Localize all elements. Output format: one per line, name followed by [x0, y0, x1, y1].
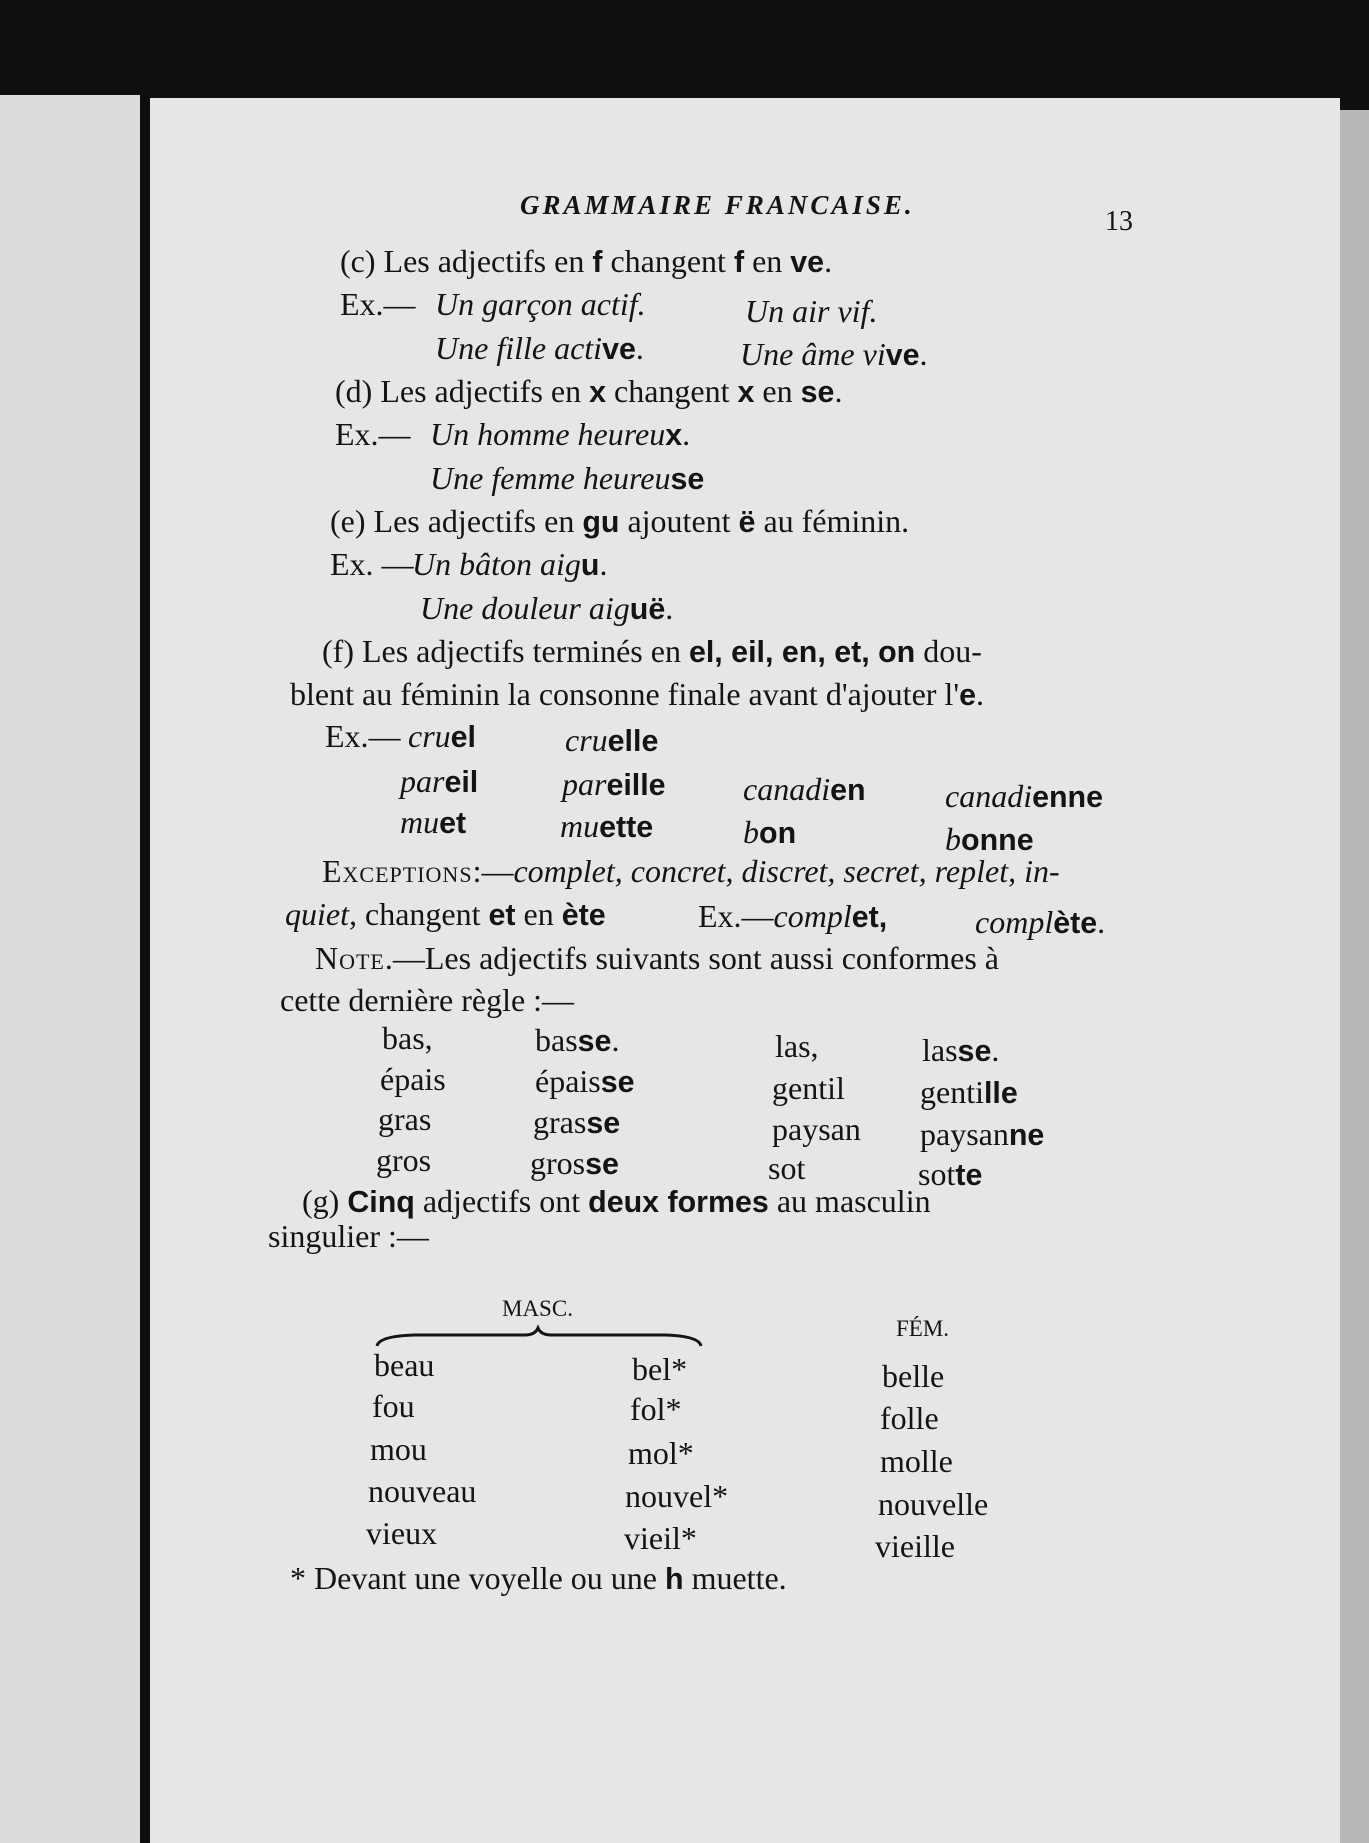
note-line-1: Note.—Les adjectifs suivants sont aussi conformes à	[315, 940, 999, 976]
rule-c-example-3: Une fille active.	[435, 330, 644, 366]
rule-f: (f) Les adjectifs terminés en el, eil, en, et, on dou-	[322, 633, 982, 669]
note-word: sotte	[918, 1156, 983, 1192]
rule-c-example-4: Une âme vive.	[740, 336, 928, 372]
note-line-2: cette dernière règle :—	[280, 982, 575, 1018]
note-word: lasse.	[922, 1032, 1000, 1068]
rule-g: (g) Cinq adjectifs ont deux formes au masculin	[302, 1183, 931, 1219]
rule-f-word: muet	[400, 804, 467, 840]
exceptions-line-2: quiet, changent et en ète	[285, 896, 606, 932]
rule-c-example-2: Un air vif.	[745, 293, 878, 329]
rule-c-example-label: Ex.—	[340, 286, 416, 322]
masc-word: mou	[370, 1431, 427, 1467]
rule-f-line-2: blent au féminin la consonne finale avant d'ajouter l'e.	[290, 676, 984, 712]
note-word: gentille	[920, 1074, 1018, 1110]
rule-d: (d) Les adjectifs en x changent x en se.	[335, 373, 843, 409]
fem-word: vieille	[875, 1528, 955, 1564]
rule-f-word: pareille	[562, 766, 666, 802]
scan-top-border	[0, 0, 1369, 110]
note-word: gras	[378, 1101, 432, 1137]
note-word: épais	[380, 1061, 446, 1097]
masc-alt-word: vieil*	[624, 1520, 697, 1556]
rule-f-word: cruel	[408, 718, 477, 754]
exceptions-example-2: complète.	[975, 904, 1106, 940]
masc-word: nouveau	[368, 1473, 477, 1509]
note-word: paysan	[772, 1111, 861, 1147]
note-word: sot	[768, 1150, 806, 1186]
fem-word: folle	[880, 1400, 939, 1436]
fem-word: nouvelle	[878, 1486, 989, 1522]
exceptions-example: Ex.—complet,	[698, 898, 888, 934]
rule-f-word: bonne	[945, 821, 1034, 857]
exceptions-line-1: Exceptions:—complet, concret, discret, secret, replet, in-	[322, 853, 1060, 889]
rule-f-word: canadien	[743, 771, 866, 807]
note-word: las,	[775, 1028, 819, 1064]
note-word: épaisse	[535, 1063, 635, 1099]
note-word: grosse	[530, 1145, 619, 1181]
masc-alt-word: nouvel*	[625, 1478, 729, 1514]
masc-word: beau	[374, 1347, 435, 1383]
rule-f-word: bon	[743, 814, 797, 850]
page-number: 13	[1105, 206, 1133, 237]
note-word: grasse	[533, 1104, 621, 1140]
masc-word: vieux	[366, 1515, 438, 1551]
note-word: bas,	[382, 1020, 433, 1056]
footnote: * Devant une voyelle ou une h muette.	[290, 1560, 787, 1596]
rule-e-example-1: Un bâton aigu.	[412, 546, 608, 582]
rule-f-word: muette	[560, 808, 654, 844]
fem-word: belle	[882, 1358, 945, 1394]
rule-d-example-1: Un homme heureux.	[430, 416, 691, 452]
masc-word: fou	[372, 1388, 415, 1424]
masc-alt-word: fol*	[630, 1391, 682, 1427]
note-word: gros	[376, 1142, 432, 1178]
running-header: GRAMMAIRE FRANCAISE.	[520, 190, 915, 220]
rule-d-example-label: Ex.—	[335, 416, 411, 452]
rule-e: (e) Les adjectifs en gu ajoutent ë au féminin.	[330, 503, 910, 539]
fem-label: FÉM.	[896, 1316, 950, 1341]
rule-e-example-2: Une douleur aiguë.	[420, 590, 674, 626]
rule-c-example-1: Un garçon actif.	[435, 286, 646, 322]
note-word: basse.	[535, 1022, 620, 1058]
rule-f-word: pareil	[400, 763, 479, 799]
note-word: paysanne	[920, 1116, 1045, 1152]
masc-alt-word: mol*	[628, 1435, 694, 1471]
note-word: gentil	[772, 1070, 845, 1106]
masc-alt-word: bel*	[632, 1351, 688, 1387]
page-stack-edge	[1340, 110, 1369, 1843]
rule-f-word: canadienne	[945, 778, 1104, 814]
rule-f-word: cruelle	[565, 722, 659, 758]
book-page	[150, 98, 1340, 1843]
rule-g-line-2: singulier :—	[268, 1218, 429, 1254]
fem-word: molle	[880, 1443, 953, 1479]
rule-e-example-label: Ex. —	[330, 546, 414, 582]
rule-c: (c) Les adjectifs en f changent f en ve.	[340, 243, 833, 279]
facing-page-edge	[0, 95, 150, 1843]
rule-f-example-label: Ex.—	[325, 718, 401, 754]
masc-label: MASC.	[502, 1296, 573, 1321]
rule-d-example-2: Une femme heureuse	[430, 460, 705, 496]
